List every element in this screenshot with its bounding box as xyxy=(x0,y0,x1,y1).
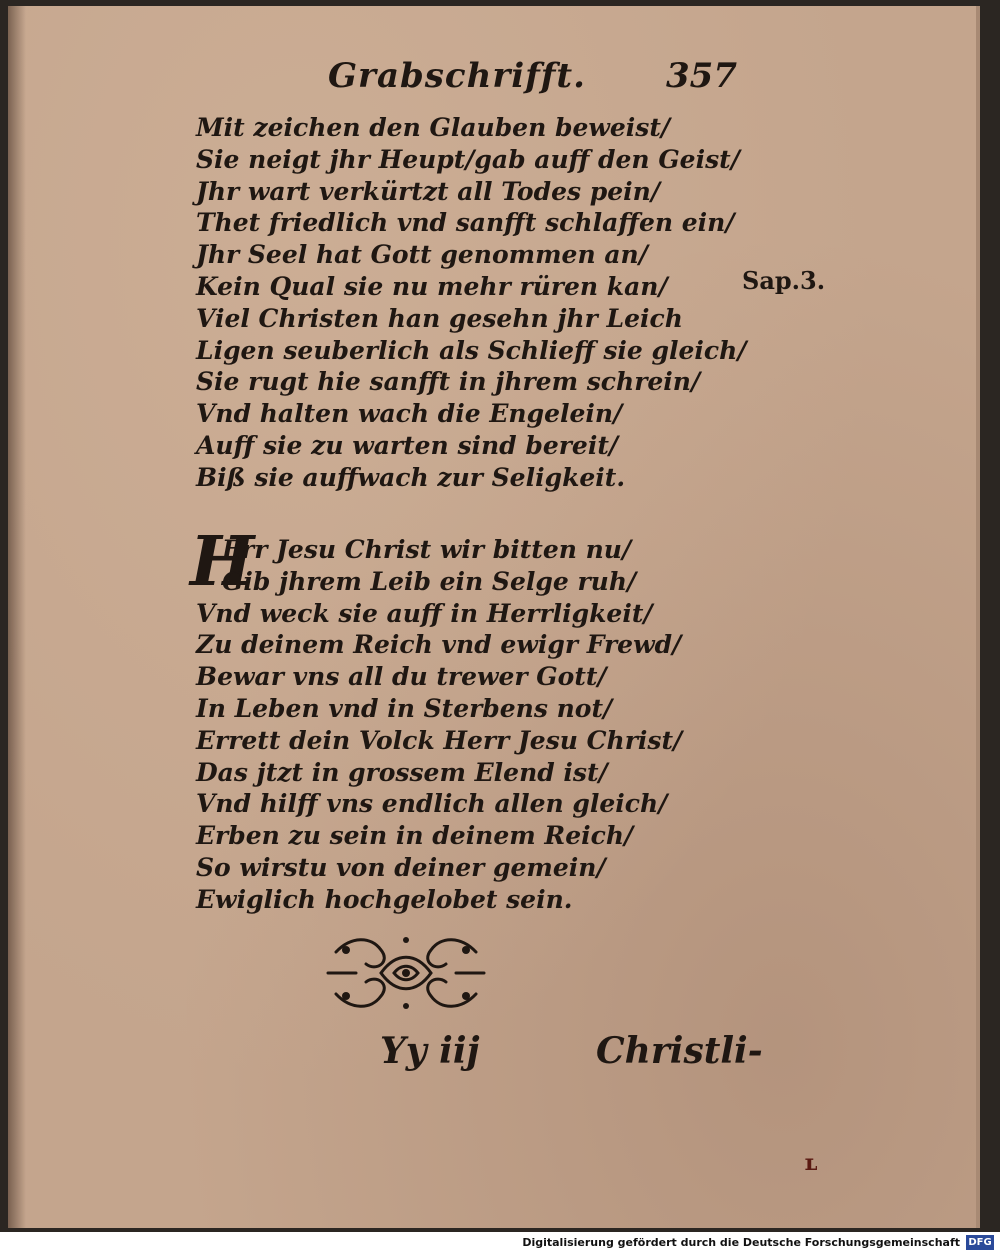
verse-line: Ligen seuberlich als Schlieff sie gleich/ xyxy=(196,335,747,365)
page-number: 357 xyxy=(666,56,737,96)
verse-line: So wirstu von deiner gemein/ xyxy=(196,852,606,882)
verse-line: Gib jhrem Leib ein Selge ruh/ xyxy=(222,566,637,596)
stanza-2 xyxy=(196,534,682,916)
verse-line: In Leben vnd in Sterbens not/ xyxy=(196,693,613,723)
verse-line: Viel Christen han gesehn jhr Leich xyxy=(196,303,683,333)
verse-line: Ewiglich hochgelobet sein. xyxy=(196,884,573,914)
verse-line: Auff sie zu warten sind bereit/ xyxy=(196,430,619,460)
verse-line: Jhr Seel hat Gott genommen an/ xyxy=(196,240,648,270)
printers-ornament-icon xyxy=(326,932,486,1014)
verse-line: Das jtzt in grossem Elend ist/ xyxy=(196,757,608,787)
verse-line: Kein Qual sie nu mehr rüren kan/ xyxy=(196,271,668,301)
verse-line: Zu deinem Reich vnd ewigr Frewd/ xyxy=(196,630,682,660)
footer-bar xyxy=(0,1232,1000,1255)
verse-line: Bewar vns all du trewer Gott/ xyxy=(196,662,607,692)
gutter-shadow xyxy=(8,6,26,1228)
stanza-1 xyxy=(196,112,746,494)
verse-line: Biß sie auffwach zur Seligkeit. xyxy=(196,462,626,492)
margin-mark: ʟ xyxy=(804,1150,818,1176)
verse-line: Sie neigt jhr Heupt/gab auff den Geist/ xyxy=(196,144,740,174)
funding-credit: Digitalisierung gefördert durch die Deutsche Forschungsgemeinschaft xyxy=(522,1236,960,1249)
verse-line: Jhr wart verkürtzt all Todes pein/ xyxy=(196,176,660,206)
verse-line: Vnd weck sie auff in Herrligkeit/ xyxy=(196,598,653,628)
verse-line: Errett dein Volck Herr Jesu Christ/ xyxy=(196,725,683,755)
dfg-logo-icon: DFG xyxy=(966,1235,994,1250)
verse-line: Err Jesu Christ wir bitten nu/ xyxy=(222,535,632,564)
drop-cap: H xyxy=(190,522,255,602)
signature-mark: Yy iij xyxy=(380,1030,480,1072)
verse-line: Sie rugt hie sanfft in jhrem schrein/ xyxy=(196,367,701,397)
running-head-title: Grabschrifft. xyxy=(328,56,586,96)
verse-line: Erben zu sein in deinem Reich/ xyxy=(196,821,634,851)
verse-line: Thet friedlich vnd sanfft schlaffen ein/ xyxy=(196,208,735,238)
marginal-note: Sap.3. xyxy=(742,266,826,295)
verse-line: Vnd hilff vns endlich allen gleich/ xyxy=(196,789,668,819)
catchword: Christli- xyxy=(596,1030,763,1072)
verse-line: Vnd halten wach die Engelein/ xyxy=(196,399,623,429)
verse-line: Mit zeichen den Glauben beweist/ xyxy=(196,113,671,142)
